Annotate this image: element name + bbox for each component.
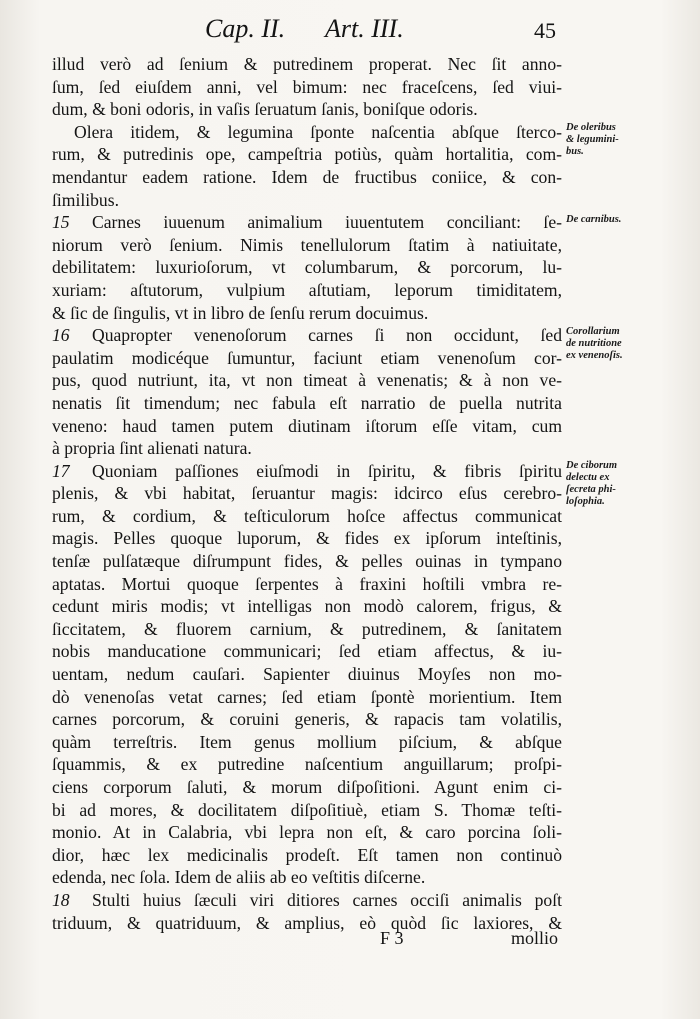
text-line (52, 437, 562, 460)
margin-note-de-oleribus (566, 122, 696, 158)
line-text: magis. Pelles quoque luporum, & fides ex ipſorum inteſtinis, (52, 528, 562, 549)
text-line (52, 121, 562, 144)
line-text: ciens corporum ſaluti, & morum diſpoſitioni. Agunt enim ci- (52, 777, 562, 797)
text-line (52, 505, 562, 528)
text-line (52, 392, 562, 415)
text-line (52, 550, 562, 573)
text-line (52, 753, 562, 776)
text-line (52, 76, 562, 99)
line-text: tenſæ pulſatæque diſrumpunt fides, & pelles ouinas in tympano (52, 551, 562, 572)
margin-note-de-carnibus (566, 214, 696, 226)
margin-note-line: De ciborum (566, 460, 618, 471)
line-text: nenatis ſit timendum; nec fabula eſt narratio de puella nutrita (52, 392, 562, 413)
line-text: debilitatem: luxurioſorum, vt columbarum, & porcorum, lu- (52, 257, 562, 278)
paragraph-start-line (52, 211, 562, 234)
text-line (52, 98, 562, 121)
text-line (52, 256, 562, 279)
text-line (52, 234, 562, 257)
paragraph-number: 18 (52, 889, 70, 910)
text-line (52, 686, 562, 709)
line-text: nobis manducatione communicari; ſed etiam affectus, & iu- (52, 641, 562, 662)
line-text: Olera itidem, & legumina ſponte naſcentia abſque ſterco- (74, 121, 562, 142)
text-line (52, 189, 562, 212)
line-text: paulatim modicéque ſumuntur, faciunt etiam venenoſum cor- (52, 347, 562, 368)
line-text: aptatas. Mortui quoque ſerpentes à fraxini hoſtili vmbra re- (52, 573, 562, 594)
line-text: quàm terreſtris. Item genus mollium piſcium, & abſque (52, 731, 562, 752)
text-line (52, 618, 562, 641)
signature-mark: F 3 (380, 928, 404, 948)
paragraph-start-line (52, 460, 562, 483)
margin-note-line: De oleribus (566, 122, 616, 133)
line-text: carnes porcorum, & coruini generis, & rapacis tam volatilis, (52, 709, 562, 730)
line-text: pus, quod nutriunt, ita, vt non timeat à venenatis; & à non ve- (52, 370, 562, 391)
text-line (52, 527, 562, 550)
text-line (52, 731, 562, 754)
line-text: dior, hæc lex medicinalis prodeſt. Eſt tamen non continuò (52, 844, 562, 865)
margin-note-line: loſophia. (566, 496, 605, 507)
text-line (52, 595, 562, 618)
line-text: uentam, nedum cauſari. Sapienter diuinus Moyſes non mo- (52, 664, 562, 685)
line-text: plenis, & vbi habitat, ſeruantur magis: idcirco eſus cerebro- (52, 483, 562, 504)
text-line (52, 573, 562, 596)
margin-note-line: ſecreta phi- (566, 484, 616, 495)
text-line (52, 369, 562, 392)
line-text: rum, & cordium, & teſticulorum hoſce affectus communicat (52, 505, 562, 526)
text-line (52, 844, 562, 867)
line-text: ſiccitatem, & fluorem carnium, & putredinem, & ſanitatem (52, 618, 562, 639)
paragraph-start-line (52, 889, 562, 912)
line-text: à propria ſint alienati natura. (52, 438, 252, 459)
margin-note-line: ex venenoſis. (566, 350, 623, 361)
line-text: monio. At in Calabria, vbi lepra non eſt, & caro porcina ſoli- (52, 822, 562, 843)
running-head (0, 14, 700, 44)
text-line (52, 415, 562, 438)
margin-note-line: De carnibus. (566, 214, 622, 225)
line-text: dò venenoſas vetat carnes; ſed etiam ſpontè morientium. Item (52, 686, 562, 707)
line-text: illud verò ad ſenium & putredinem properat. Nec ſit anno- (52, 54, 562, 74)
line-text: Carnes iuuenum animalium iuuentutem conciliant: ſe- (92, 212, 562, 233)
margin-note-line: de nutritione (566, 338, 622, 349)
paragraph-number: 17 (52, 460, 70, 481)
margin-note-corollarium (566, 326, 696, 362)
line-text: ſquammis, & ex putredine naſcentium anguillarum; proſpi- (52, 754, 562, 775)
line-text: bi ad mores, & docilitatem diſpoſitiuè, etiam S. Thomæ teſti- (52, 799, 562, 820)
line-text: Quapropter venenoſorum carnes ſi non occidunt, ſed (92, 325, 562, 346)
paragraph-start-line (52, 324, 562, 347)
line-text: ſum, ſed eiuſdem anni, vel bimum: nec fraceſcens, ſed viui- (52, 76, 562, 97)
margin-note-de-ciborum (566, 460, 696, 508)
line-text: triduum, & quatriduum, & amplius, eò quòd ſic laxiores, & (52, 912, 562, 933)
line-text: cedunt miris modis; vt intelligas non modò calorem, frigus, & (52, 596, 562, 617)
text-line (52, 143, 562, 166)
margin-note-line: & legumini- (566, 134, 619, 145)
text-line (52, 663, 562, 686)
body-text (52, 53, 562, 934)
line-text: dum, & boni odoris, in vaſis ſeruatum ſanis, boniſque odoris. (52, 99, 478, 120)
line-text: Quoniam paſſiones eiuſmodi in ſpiritu, & fibris ſpiritu (92, 460, 562, 481)
text-line (52, 708, 562, 731)
text-line (52, 640, 562, 663)
line-text: xuriam: aſtutorum, vulpium aſtutiam, leporum timiditatem, (52, 279, 562, 300)
line-text: veneno: haud tamen putem diutinam iſtorum eſſe vitam, cum (52, 415, 562, 436)
chapter-label: Cap. II. (205, 14, 286, 43)
text-line (52, 776, 562, 799)
line-text: & ſic de ſingulis, vt in libro de ſenſu rerum docuimus. (52, 302, 429, 323)
paragraph-number: 15 (52, 212, 70, 233)
text-line (52, 53, 562, 76)
text-line (52, 166, 562, 189)
text-line (52, 302, 562, 325)
line-text: rum, & putredinis ope, campeſtria potiùs, quàm hortalitia, com- (52, 144, 562, 165)
margin-note-line: Corollarium (566, 326, 620, 337)
line-text: Stulti huius ſæculi viri ditiores carnes occiſi animalis poſt (92, 889, 562, 910)
line-text: edenda, nec ſola. Idem de aliis ab eo veſtitis diſcerne. (52, 867, 426, 888)
margin-note-line: bus. (566, 146, 584, 157)
page-number: 45 (534, 18, 556, 43)
page-footer (0, 928, 700, 952)
article-label: Art. III. (325, 14, 404, 43)
text-line (52, 799, 562, 822)
margin-note-line: delectu ex (566, 472, 610, 483)
text-line (52, 482, 562, 505)
catchword: mollio (511, 928, 559, 948)
text-line (52, 347, 562, 370)
text-line (52, 279, 562, 302)
paragraph-number: 16 (52, 325, 70, 346)
line-text: ſimilibus. (52, 189, 119, 210)
text-line (52, 821, 562, 844)
line-text: niorum verò ſenium. Nimis tenellulorum ſtatim à natiuitate, (52, 234, 562, 255)
line-text: mendantur eadem ratione. Idem de fructibus coniice, & con- (52, 166, 562, 187)
text-line (52, 866, 562, 889)
